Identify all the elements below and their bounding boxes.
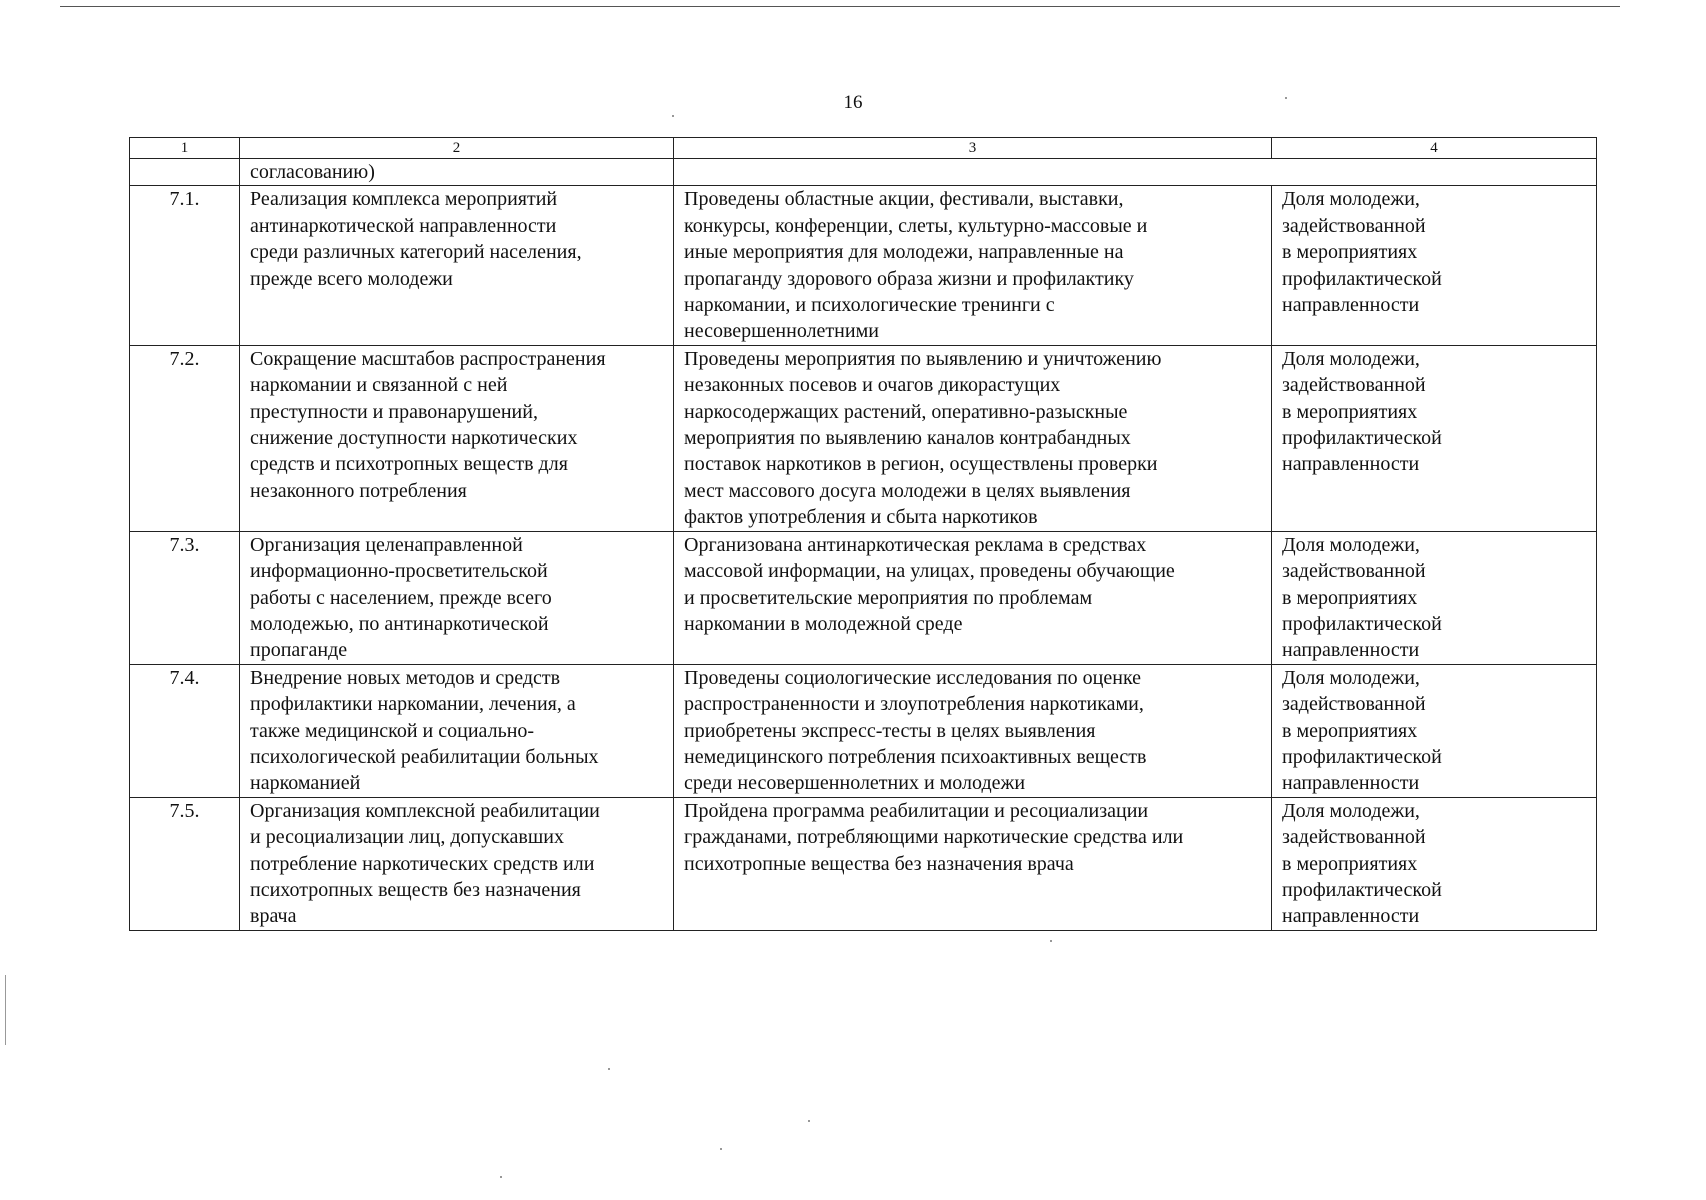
page-number: 16 [843, 92, 863, 113]
result-cell [674, 345, 1272, 531]
scan-speck [720, 1148, 722, 1150]
continuation-row [130, 159, 1597, 186]
scan-speck [672, 115, 674, 117]
indicator-text: Доля молодежи, задействованной в мероприятиях профилактической направленности [1282, 533, 1442, 662]
row-number-cell [130, 797, 240, 930]
indicator-text: Доля молодежи, задействованной в мероприятиях профилактической направленности [1282, 188, 1442, 317]
result-text: Проведены мероприятия по выявлению и уничтожению незаконных посевов и очагов дикорастущих наркосодержащих растений, оперативно-разыскные мероприятия по выявлению каналов контрабандных поставок наркотиков в регион, осуществлены проверки мест массового досуга молодежи в целях выявления фактов употребления и сбыта наркотиков [684, 347, 1162, 529]
scan-speck [808, 1120, 810, 1122]
row-number-cell [130, 664, 240, 797]
column-number-2: 2 [240, 138, 674, 159]
result-text: Организована антинаркотическая реклама в средствах массовой информации, на улицах, проведены обучающие и просветительские мероприятия по проблемам наркомании в молодежной среде [684, 533, 1175, 635]
task-text: согласованию) [250, 161, 375, 183]
task-cell [240, 186, 674, 345]
table-row [130, 797, 1597, 930]
task-text: Организация комплексной реабилитации и ресоциализации лиц, допускавших потребление наркотических средств или психотропных веществ без назначения врача [250, 799, 600, 928]
column-number-4: 4 [1272, 138, 1597, 159]
task-cell [240, 531, 674, 664]
scan-speck [500, 1176, 502, 1178]
result-cell [674, 531, 1272, 664]
indicator-cell [1272, 531, 1597, 664]
result-text: Проведены социологические исследования по оценке распространенности и злоупотребления наркотиками, приобретены экспресс-тесты в целях выявления немедицинского потребления психоактивных веществ среди несовершеннолетних и молодежи [684, 666, 1147, 795]
indicator-cell [1272, 186, 1597, 345]
column-number-3: 3 [674, 138, 1272, 159]
indicator-cell [1272, 797, 1597, 930]
row-number-cell [130, 345, 240, 531]
row-number: 7.4. [169, 666, 200, 689]
task-cell [240, 159, 674, 186]
row-number-cell [130, 159, 240, 186]
table-row [130, 345, 1597, 531]
program-table [129, 137, 1597, 931]
task-cell [240, 664, 674, 797]
table-row [130, 186, 1597, 345]
task-text: Сокращение масштабов распространения наркомании и связанной с ней преступности и правонарушений, снижение доступности наркотических средств и психотропных веществ для незаконного потребления [250, 347, 606, 502]
task-text: Организация целенаправленной информационно-просветительской работы с населением, прежде всего молодежью, по антинаркотической пропаганде [250, 533, 552, 662]
task-text: Внедрение новых методов и средств профилактики наркомании, лечения, а также медицинской и социально- психологической реабилитации больных наркоманией [250, 666, 599, 795]
task-text: Реализация комплекса мероприятий антинаркотической направленности среди различных категорий населения, прежде всего молодежи [250, 188, 582, 290]
result-text: Проведены областные акции, фестивали, выставки, конкурсы, конференции, слеты, культурно-массовые и иные мероприятия для молодежи, направленные на пропаганду здорового образа жизни и профилактику наркомании, и психологические тренинги с несовершеннолетними [684, 188, 1148, 343]
column-number-row [130, 138, 1597, 159]
row-number: 7.2. [169, 347, 200, 370]
row-number-cell [130, 531, 240, 664]
table-row [130, 531, 1597, 664]
task-cell [240, 797, 674, 930]
indicator-text: Доля молодежи, задействованной в мероприятиях профилактической направленности [1282, 347, 1442, 476]
column-number-1: 1 [130, 138, 240, 159]
table-row [130, 664, 1597, 797]
scan-speck [1285, 97, 1287, 99]
indicator-text: Доля молодежи, задействованной в мероприятиях профилактической направленности [1282, 666, 1442, 795]
result-cell [674, 186, 1272, 345]
indicator-text: Доля молодежи, задействованной в мероприятиях профилактической направленности [1282, 799, 1442, 928]
row-number-cell [130, 186, 240, 345]
row-number: 7.1. [169, 188, 200, 211]
row-number: 7.3. [169, 533, 200, 556]
task-cell [240, 345, 674, 531]
scan-margin-mark [5, 975, 6, 1045]
result-cell [674, 159, 1597, 186]
scan-top-rule [60, 6, 1620, 7]
scan-speck [1050, 940, 1052, 942]
scan-speck [608, 1068, 610, 1070]
result-cell [674, 664, 1272, 797]
indicator-cell [1272, 345, 1597, 531]
result-text: Пройдена программа реабилитации и ресоциализации гражданами, потребляющими наркотические средства или психотропные вещества без назначения врача [684, 799, 1184, 875]
result-cell [674, 797, 1272, 930]
indicator-cell [1272, 664, 1597, 797]
row-number: 7.5. [169, 799, 200, 822]
